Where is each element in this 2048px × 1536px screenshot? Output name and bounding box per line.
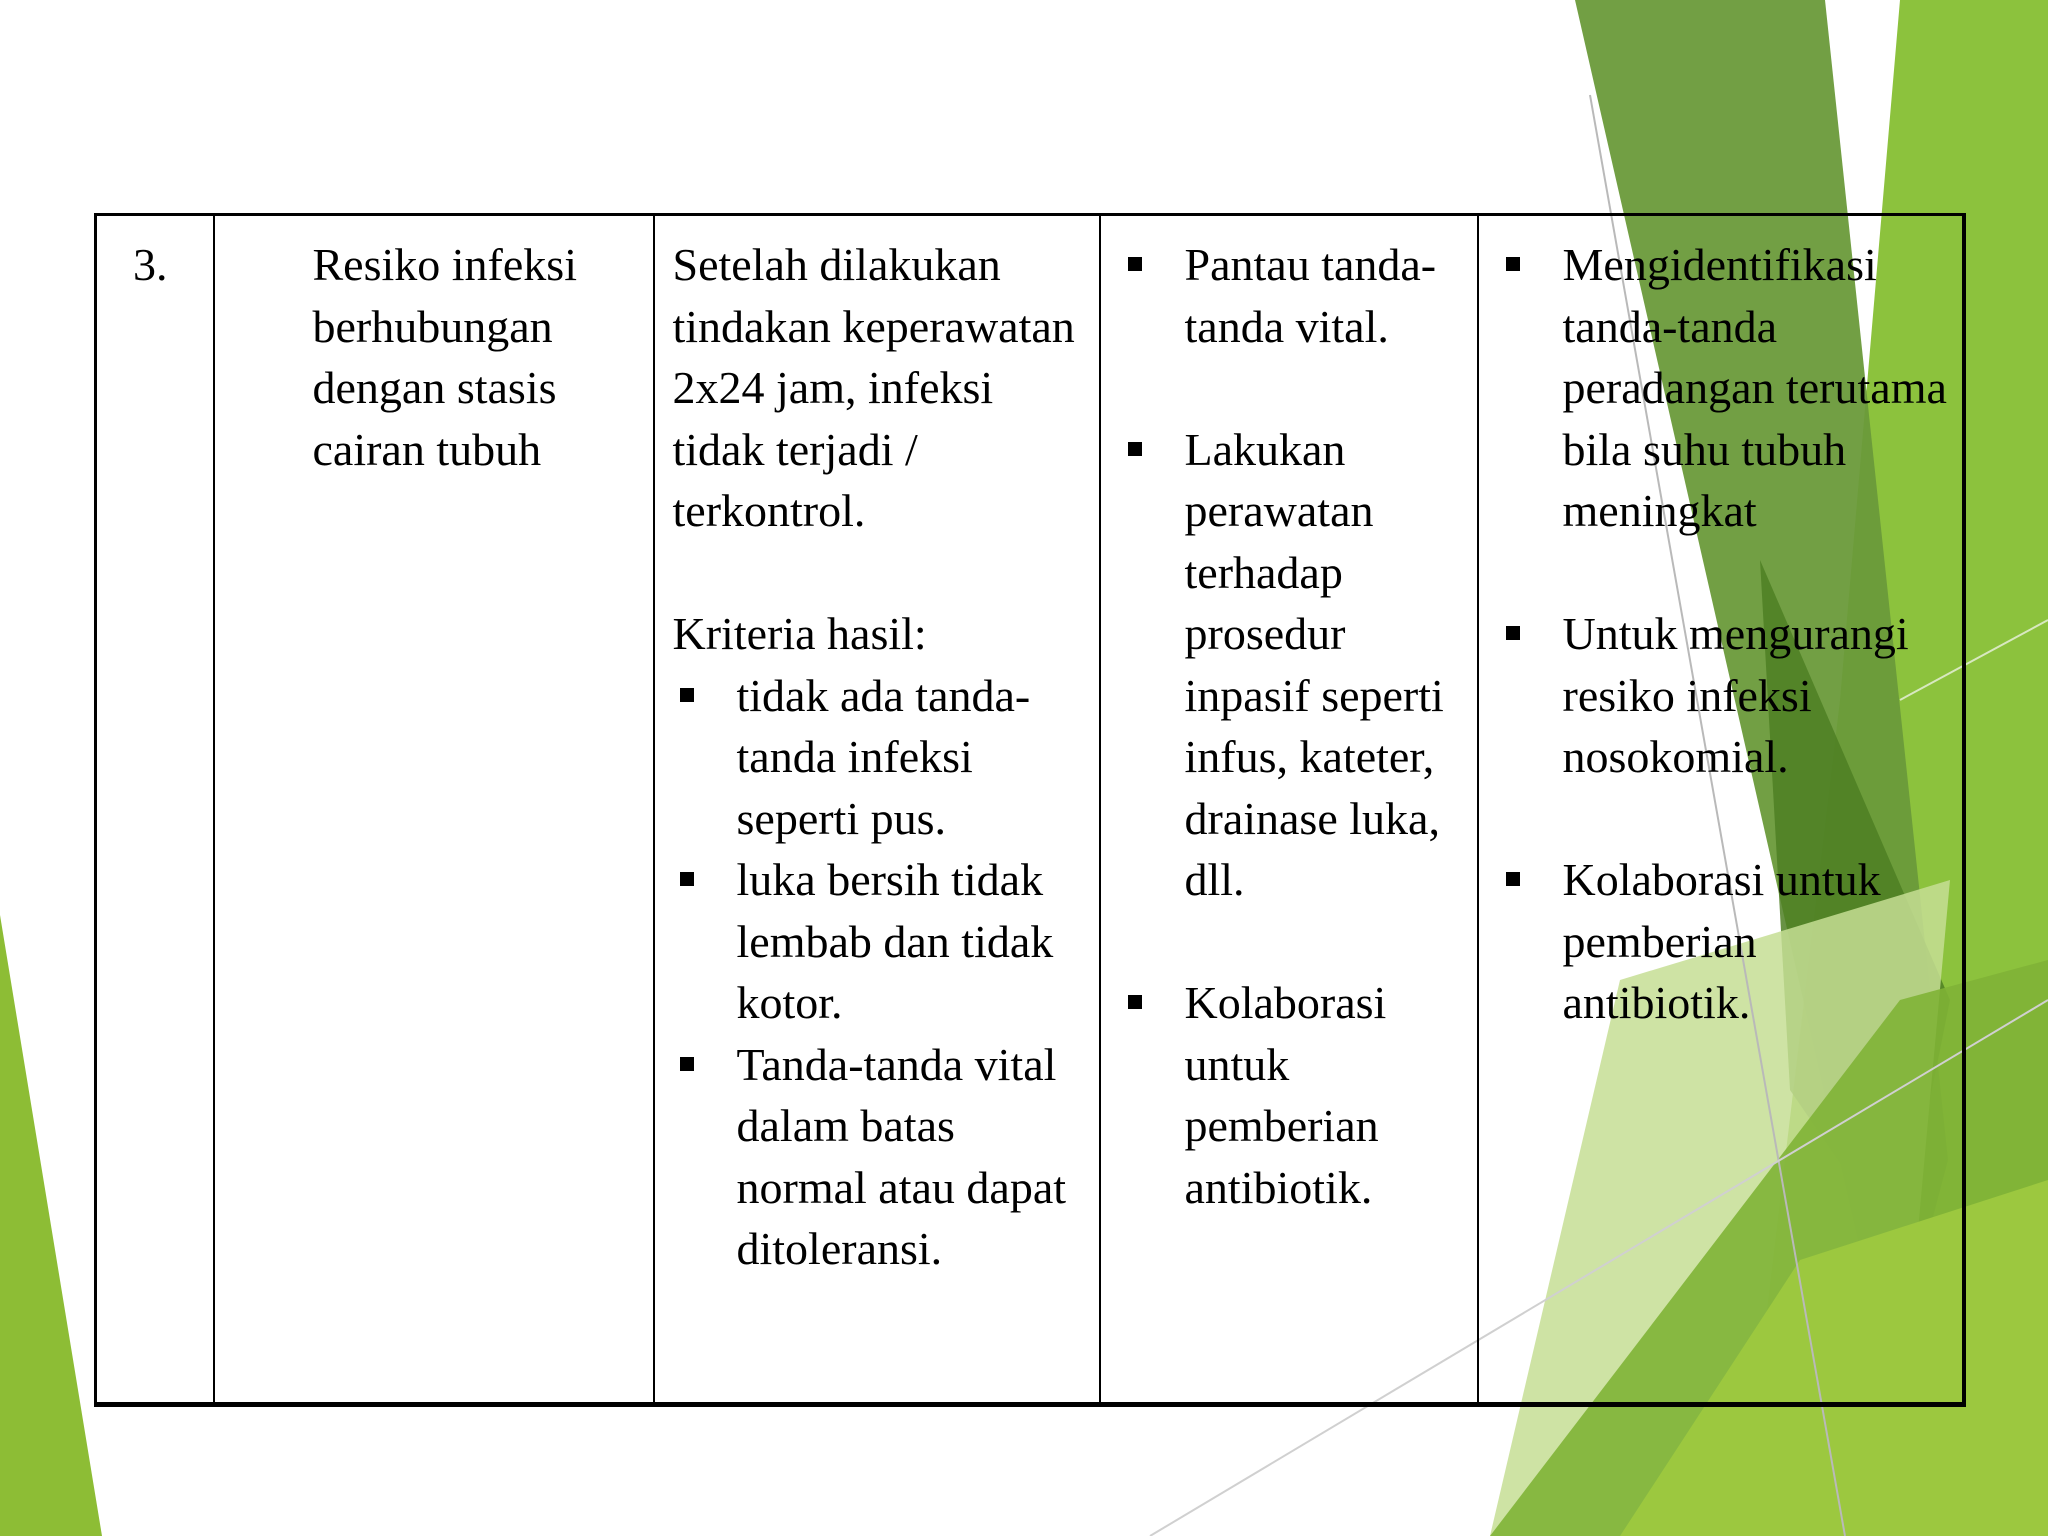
criteria-list: [673, 665, 1093, 1280]
criteria-text: luka bersih tidak lembab dan tidak kotor.: [736, 854, 1054, 1028]
intervention-text: Kolaborasi untuk pemberian antibiotik.: [1184, 977, 1387, 1213]
intervention-list: [1121, 234, 1469, 1218]
list-item: [673, 1034, 1093, 1280]
goal-cell: [654, 215, 1100, 1405]
square-bullet-icon: [1128, 995, 1142, 1009]
left-accent-shape: [0, 915, 102, 1536]
square-bullet-icon: [1128, 442, 1142, 456]
criteria-heading: Kriteria hasil:: [672, 608, 927, 659]
table-row: [96, 215, 1964, 1405]
square-bullet-icon: [680, 688, 694, 702]
diagnosis-text: Resiko infeksi berhubungan dengan stasis cairan tubuh: [312, 239, 577, 475]
rationale-text: Mengidentifikasi tanda-tanda peradangan terutama bila suhu tubuh meningkat: [1562, 239, 1947, 536]
rationale-cell: [1478, 215, 1964, 1405]
rationale-text: Untuk mengurangi resiko infeksi nosokomial.: [1562, 608, 1909, 782]
list-item: [1499, 849, 1956, 1034]
intervention-text: Lakukan perawatan terhadap prosedur inpasif seperti infus, kateter, drainase luka, dll.: [1184, 423, 1444, 905]
list-item: [1499, 603, 1956, 788]
list-item: [673, 665, 1093, 850]
list-item: [1121, 234, 1469, 357]
row-number-cell: [96, 215, 214, 1405]
row-number: 3.: [133, 239, 168, 290]
nursing-care-plan-table: [94, 213, 1966, 1407]
square-bullet-icon: [680, 1057, 694, 1071]
square-bullet-icon: [1128, 257, 1142, 271]
square-bullet-icon: [1506, 626, 1520, 640]
intervention-text: Pantau tanda-tanda vital.: [1184, 239, 1437, 352]
goal-intro: Setelah dilakukan tindakan keperawatan 2x24 jam, infeksi tidak terjadi / terkontrol.: [672, 239, 1075, 536]
rationale-text: Kolaborasi untuk pemberian antibiotik.: [1562, 854, 1881, 1028]
list-item: [1499, 234, 1956, 542]
diagnosis-cell: [214, 215, 654, 1405]
list-item: [1121, 972, 1469, 1218]
criteria-text: Tanda-tanda vital dalam batas normal atau dapat ditoleransi.: [736, 1038, 1067, 1274]
square-bullet-icon: [1506, 257, 1520, 271]
spacer: [673, 542, 1093, 604]
square-bullet-icon: [680, 872, 694, 886]
rationale-list: [1499, 234, 1956, 1034]
list-item: [673, 849, 1093, 1034]
square-bullet-icon: [1506, 872, 1520, 886]
intervention-cell: [1100, 215, 1478, 1405]
criteria-text: tidak ada tanda-tanda infeksi seperti pus.: [736, 669, 1031, 844]
list-item: [1121, 419, 1469, 911]
